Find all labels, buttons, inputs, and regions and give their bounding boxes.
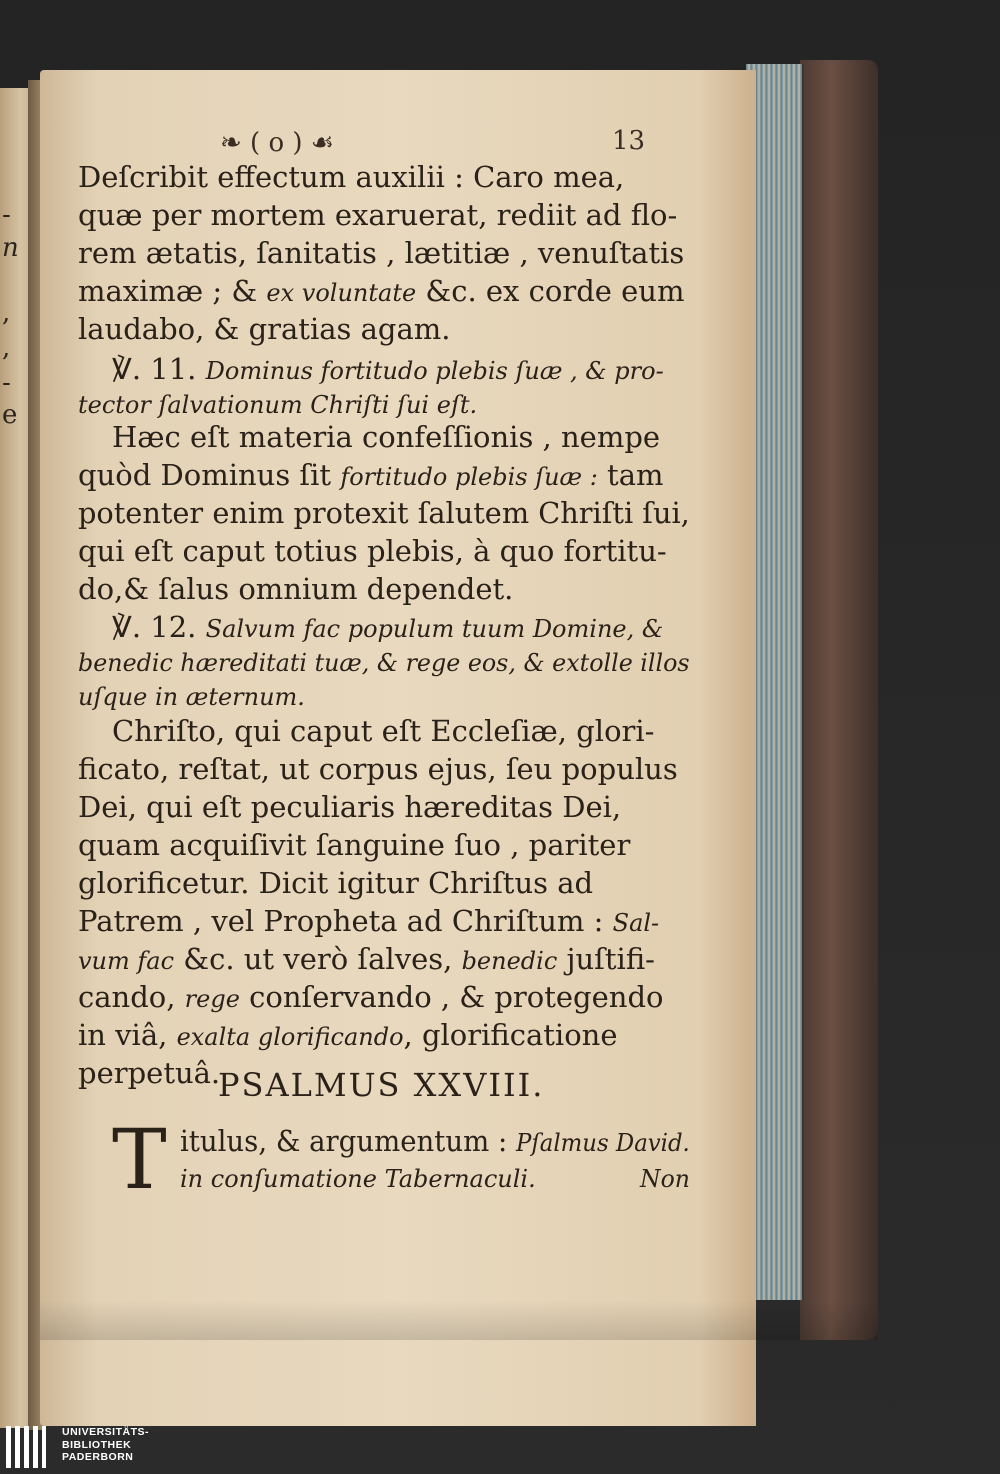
title-line: itulus, & argumentum : Pſalmus David. (180, 1124, 690, 1158)
text-line: potenter enim protexit ſalutem Chriſti ſui, (78, 496, 690, 530)
library-bars-icon (6, 1426, 46, 1468)
text-line: quòd Dominus ſit fortitudo plebis ſuæ : tam (78, 458, 664, 492)
psalm-heading: PSALMUS XXVIII. (218, 1066, 545, 1104)
left-fragment-char: , (2, 333, 11, 363)
text-line: Chriſto, qui caput eſt Eccleſiæ, glori- (112, 714, 655, 748)
left-fragment-char: , (2, 298, 11, 328)
verse-line: tector ſalvationum Chriſti ſui eſt. (78, 391, 478, 419)
library-logo (4, 1422, 154, 1472)
text-line: Dei, qui eſt peculiaris hæreditas Dei, (78, 790, 622, 824)
catchword: Non (640, 1165, 690, 1193)
verse-line: benedic hæreditati tuæ, & rege eos, & extolle illos (78, 649, 690, 677)
text-line: rem ætatis, ſanitatis , lætitiæ , venuſtatis (78, 236, 685, 270)
text-line: maximæ ; & ex voluntate &c. ex corde eum (78, 274, 685, 308)
page-header-ornament: ❧ ( o ) ☙ (220, 128, 335, 158)
title-line: in conſumatione Tabernaculi. (180, 1165, 536, 1193)
page-shadow (40, 1300, 878, 1340)
verse-line: ℣. 12. Salvum fac populum tuum Domine, & (112, 610, 664, 644)
verse-line: uſque in æternum. (78, 683, 305, 711)
text-line: qui eſt caput totius plebis, à quo fortitu- (78, 534, 667, 568)
text-line: glorificetur. Dicit igitur Chriſtus ad (78, 866, 594, 900)
text-line: Patrem , vel Propheta ad Chriſtum : Sal- (78, 904, 660, 938)
left-fragment-char: - (2, 368, 11, 398)
text-line: perpetuâ. (78, 1056, 221, 1090)
book-cover-edge (800, 60, 878, 1340)
library-name: UNIVERSITÄTS- BIBLIOTHEK PADERBORN (62, 1426, 150, 1463)
text-line: do,& ſalus omnium dependet. (78, 572, 514, 606)
left-fragment-char: e (2, 400, 18, 430)
left-fragment-char: n (2, 233, 19, 263)
text-line: laudabo, & gratias agam. (78, 312, 451, 346)
text-line: cando, rege conſervando , & protegendo (78, 980, 664, 1014)
left-fragment-char: - (2, 200, 11, 230)
text-line: ficato, reſtat, ut corpus ejus, ſeu populus (78, 752, 678, 786)
text-line: vum fac &c. ut verò ſalves, benedic juſtifi- (78, 942, 655, 976)
text-line: Deſcribit effectum auxilii : Caro mea, (78, 160, 625, 194)
verse-line: ℣. 11. Dominus fortitudo plebis ſuæ , & pro- (112, 352, 664, 386)
text-line: quæ per mortem exaruerat, rediit ad flo- (78, 198, 678, 232)
text-line: Hæc eſt materia confeſſionis , nempe (112, 420, 661, 454)
text-line: in viâ, exalta glorificando, glorificatione (78, 1018, 618, 1052)
text-line: quam acquiſivit ſanguine ſuo , pariter (78, 828, 631, 862)
drop-cap: T (112, 1113, 167, 1208)
page-number: 13 (612, 126, 646, 156)
